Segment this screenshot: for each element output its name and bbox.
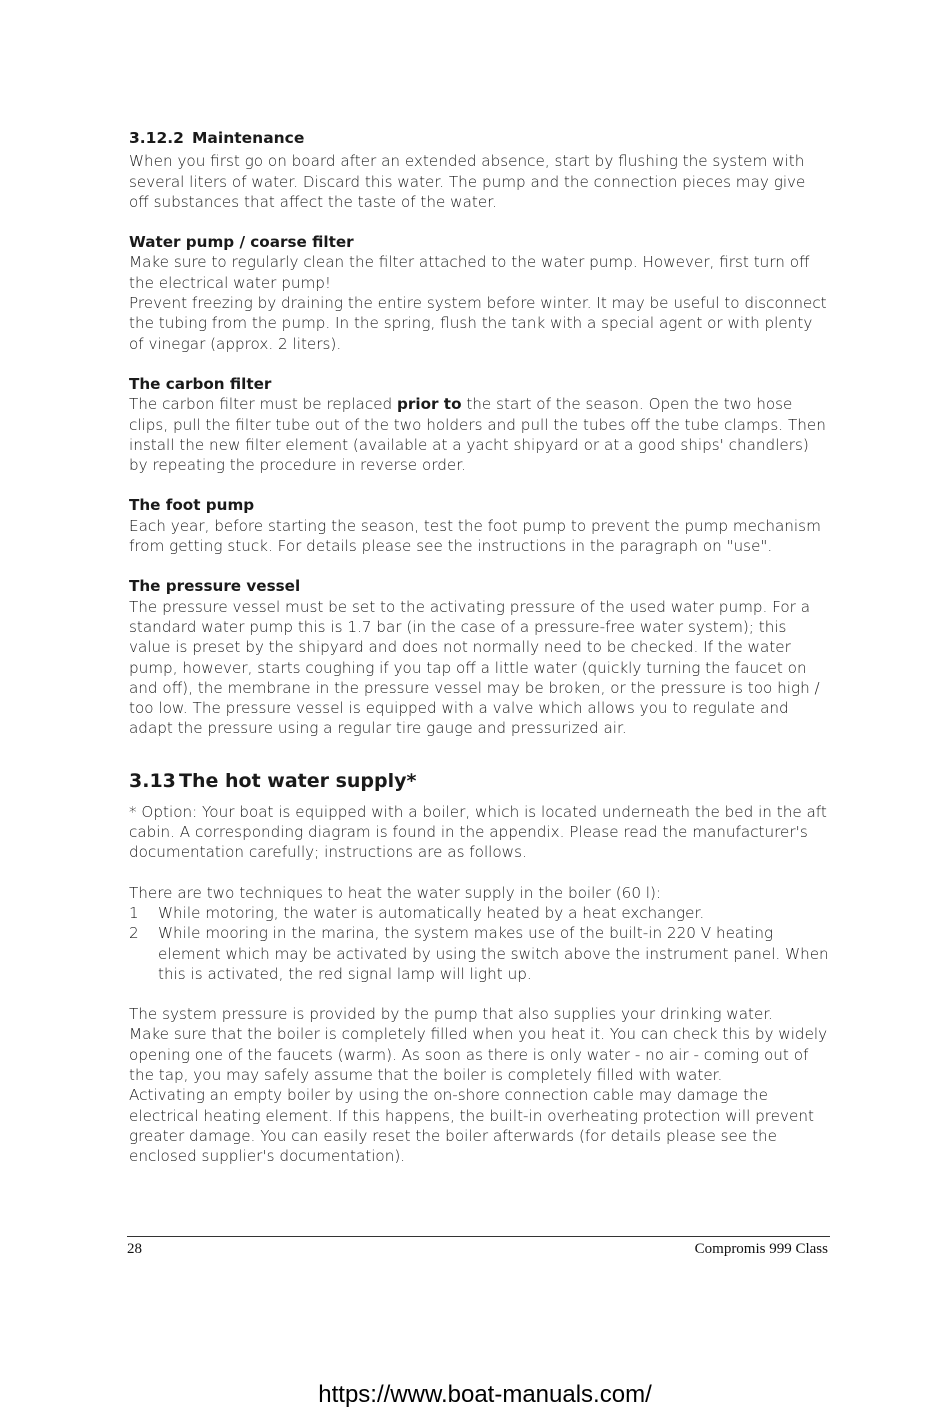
manual-title: Compromis 999 Class: [694, 1241, 828, 1257]
boiler-filled-paragraph: Make sure that the boiler is completely filled when you heat it. You can check this by widely opening one of the faucets (warm). As soon as there is only water - no air - coming out of the tap, you may safely assume that the boiler is completely filled with water.: [129, 1025, 828, 1084]
list-item-index: 1: [129, 903, 139, 922]
page-number: 28: [127, 1241, 142, 1257]
carbon-filter-title: The carbon filter: [129, 374, 272, 393]
techniques-list: [129, 903, 829, 984]
carbon-filter-block: [129, 374, 829, 475]
pressure-vessel-title: The pressure vessel: [129, 577, 301, 596]
section-title: The hot water supply*: [179, 769, 417, 792]
subsection-heading-maintenance: [129, 128, 829, 148]
footer-divider: [127, 1236, 830, 1237]
subsection-title: Maintenance: [192, 129, 305, 147]
option-note: * Option: Your boat is equipped with a boiler, which is located underneath the bed in the aft cabin. A corresponding diagram is found in the appendix. Please read the manufacturer's documentation carefully; instructions are as follows.: [129, 802, 827, 862]
list-item: [129, 923, 829, 984]
carbon-filter-emphasis: prior to: [397, 395, 462, 414]
water-pump-paragraph-2: Prevent freezing by draining the entire system before winter. It may be useful to disconnect the tubing from the pump. In the spring, flush the tank with a special agent or with plenty of vinegar (approx. 2 liters).: [129, 294, 827, 353]
pressure-vessel-block: [129, 576, 829, 738]
foot-pump-paragraph: Each year, before starting the season, test the foot pump to prevent the pump mechanism from getting stuck. For details please see the instructions in the paragraph on "use".: [129, 516, 821, 556]
section-heading-hot-water: [129, 769, 829, 793]
maintenance-intro: When you first go on board after an extended absence, start by flushing the system with several liters of water. Discard this water. The pump and the connection pieces may give off substances that affect the taste of the water.: [129, 152, 806, 211]
subsection-number: 3.12.2: [129, 129, 184, 147]
empty-boiler-paragraph: Activating an empty boiler by using the on-shore connection cable may damage the electrical heating element. If this happens, the built-in overheating protection will prevent greater damage. You can easily reset the boiler afterwards (for details please see the enclosed supplier's documentation).: [129, 1086, 814, 1166]
carbon-filter-text-before: The carbon filter must be replaced: [129, 395, 398, 414]
page-content: [129, 128, 829, 1166]
pressure-vessel-paragraph: The pressure vessel must be set to the activating pressure of the used water pump. For a standard water pump this is 1.7 bar (in the case of a pressure-free water system); this value is preset by the shipyard and does not normally need to be checked. If the water pump, however, starts coughing if you tap off a little water (quickly turning the faucet on and off), the membrane in the pressure vessel may be broken, or the pressure is too high / too low. The pressure vessel is equipped with a valve which allows you to regulate and adapt the pressure using a regular tire gauge and pressurized air.: [129, 597, 820, 738]
water-pump-paragraph-1: Make sure to regularly clean the filter attached to the water pump. However, first turn off the electrical water pump!: [129, 253, 810, 292]
foot-pump-block: [129, 495, 829, 556]
watermark-url: https://www.boat-manuals.com/: [318, 1381, 652, 1408]
carbon-filter-paragraph: [129, 394, 829, 475]
water-pump-title: Water pump / coarse filter: [129, 233, 354, 252]
page-footer: [127, 1240, 828, 1258]
carbon-filter-text-after: the start of the season. Open the two hose clips, pull the filter tube out of the two holders and pull the tubes off the tube clamps. Then install the new filter element (available at a yacht shipyard or at a good ships' chandlers) by repeating the procedure in reverse order.: [129, 395, 826, 475]
techniques-block: [129, 883, 829, 984]
list-item: [129, 903, 829, 923]
foot-pump-title: The foot pump: [129, 496, 255, 515]
water-pump-block: [129, 232, 829, 354]
list-item-text: While mooring in the marina, the system makes use of the built-in 220 V heating element which may be activated by using the switch above the instrument panel. When this is activated, the red signal lamp will light up.: [158, 924, 829, 983]
section-number: 3.13: [129, 769, 176, 792]
boiler-notes-block: [129, 1004, 829, 1166]
list-item-text: While motoring, the water is automatically heated by a heat exchanger.: [158, 903, 705, 922]
system-pressure-paragraph: The system pressure is provided by the pump that also supplies your drinking water.: [129, 1005, 773, 1024]
list-item-index: 2: [129, 924, 139, 943]
techniques-intro: There are two techniques to heat the water supply in the boiler (60 l):: [129, 883, 662, 902]
